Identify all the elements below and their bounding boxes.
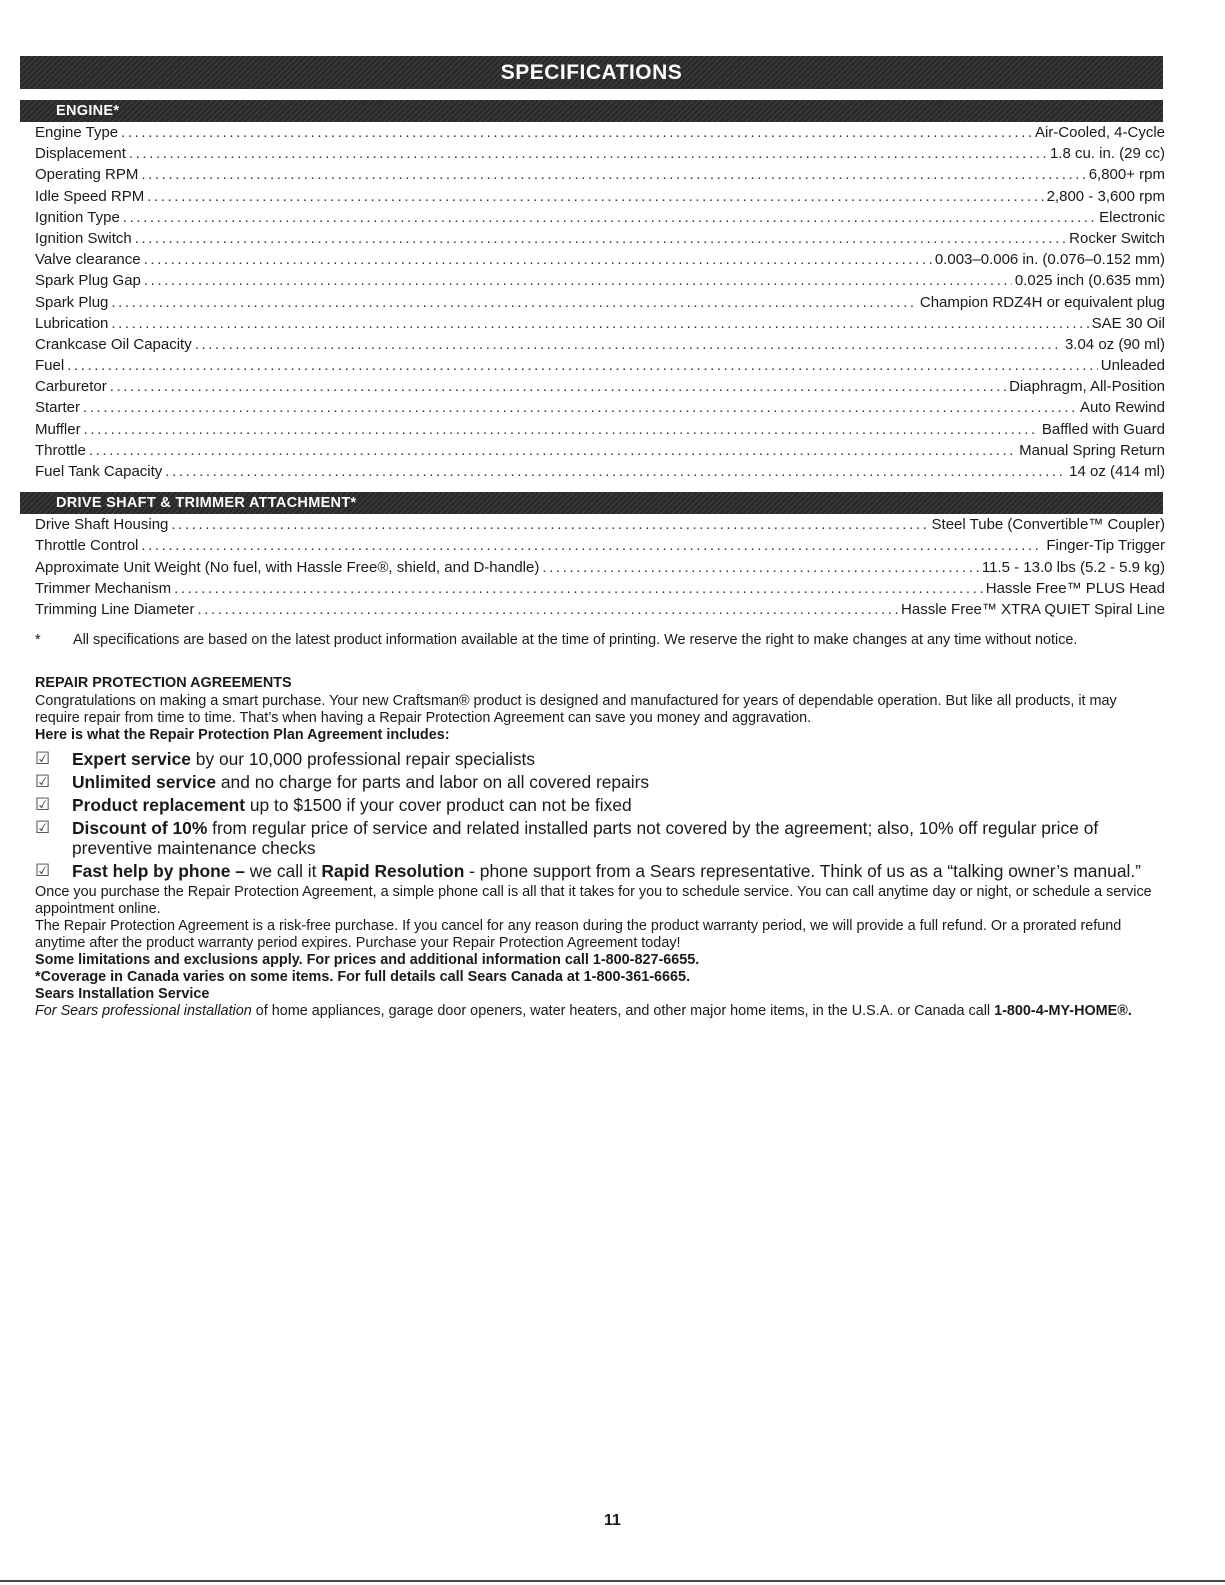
installation-phone: 1-800-4-MY-HOME®. [994,1003,1132,1020]
dot-leader [89,440,1016,461]
checkbox-checked-icon: ☑ [35,818,51,838]
spec-value: 11.5 - 13.0 lbs (5.2 - 5.9 kg) [981,558,1165,576]
benefit-text-part: and no charge for parts and labor on all covered repairs [216,772,650,793]
spec-row [35,207,1165,228]
benefit-text [72,772,1165,792]
spec-row [35,270,1165,291]
spec-row [35,249,1165,270]
benefit-bold: Discount of 10% [72,818,208,839]
spec-value: Champion RDZ4H or equivalent plug [919,293,1165,311]
checkbox-checked-icon: ☑ [35,861,51,881]
drive-spec-list [35,514,1165,620]
repair-protection-section [35,675,1165,1020]
spec-row [35,186,1165,207]
spec-value: 0.025 inch (0.635 mm) [1014,272,1165,290]
spec-value: Baffled with Guard [1041,420,1165,438]
dot-leader [147,186,1043,207]
spec-value: 2,800 - 3,600 rpm [1046,187,1165,205]
spec-label: Approximate Unit Weight (No fuel, with Hassle Free®, shield, and D-handle) [35,558,540,576]
benefit-bold: Unlimited service [72,772,217,793]
checkbox-checked-icon: ☑ [35,772,51,792]
benefit-text-part: by our 10,000 professional repair specialists [190,749,536,770]
spec-row [35,419,1165,440]
installation-body: of home appliances, garage door openers, water heaters, and other major home items, in the U.S.A. or Canada call [251,1003,995,1020]
benefit-text [72,749,1165,769]
spec-value: Finger-Tip Trigger [1046,537,1165,555]
dot-leader [141,535,1043,556]
drive-section-banner [20,492,1163,514]
spec-value: Air-Cooled, 4-Cycle [1034,124,1165,141]
spec-value: SAE 30 Oil [1091,314,1165,332]
spec-label: Ignition Switch [35,229,132,247]
spec-value: 6,800+ rpm [1088,166,1165,184]
checkbox-checked-icon: ☑ [35,749,51,769]
spec-value: Manual Spring Return [1019,441,1165,459]
spec-label: Throttle [35,441,86,459]
spec-value: Steel Tube (Convertible™ Coupler) [931,516,1165,534]
engine-spec-list [35,122,1165,482]
spec-row [35,143,1165,164]
spec-row [35,557,1165,578]
rpa-limitations: Some limitations and exclusions apply. For prices and additional information call 1-800-827-6655. [35,952,700,969]
dot-leader [110,376,1006,397]
page-number: 11 [604,1512,621,1529]
installation-text [35,1003,1165,1020]
spec-label: Muffler [35,420,81,438]
spec-row [35,599,1165,620]
spec-row [35,578,1165,599]
spec-value: Hassle Free™ PLUS Head [985,579,1165,597]
dot-leader [67,355,1098,376]
rpa-includes-heading: Here is what the Repair Protection Plan Agreement includes: [35,727,450,744]
benefit-text [72,795,1165,815]
page-title: SPECIFICATIONS [500,60,683,84]
engine-section-banner [20,100,1163,122]
spec-label: Drive Shaft Housing [35,516,169,534]
spec-label: Idle Speed RPM [35,187,145,205]
spec-label: Engine Type [35,124,119,141]
benefit-item [35,818,1165,858]
spec-row [35,164,1165,185]
spec-row [35,122,1165,143]
spec-label: Displacement [35,145,126,163]
dot-leader [195,334,1062,355]
benefit-bold: Fast help by phone – [72,861,245,882]
checkbox-checked-icon: ☑ [35,795,51,815]
spec-label: Fuel Tank Capacity [35,463,163,480]
footnote-text: All specifications are based on the latest product information available at the time of printing. We reserve the right to make changes at any time without notice. [73,632,1078,649]
dot-leader [171,514,928,535]
dot-leader [144,270,1012,291]
spec-value: 0.003–0.006 in. (0.076–0.152 mm) [934,251,1165,269]
rpa-paragraph-schedule: Once you purchase the Repair Protection Agreement, a simple phone call is all that it takes for you to schedule service. You can call anytime day or night, or schedule a service appointment online. [35,884,1152,918]
dot-leader [135,228,1066,249]
benefit-text-part: from regular price of service and related installed parts not covered by the agreement; also, 10% off regular price of preventive maintenance checks [72,818,1099,859]
dot-leader [129,143,1047,164]
spec-label: Valve clearance [35,251,141,269]
manual-page [20,56,1163,1020]
dot-leader [84,419,1039,440]
rpa-heading: REPAIR PROTECTION AGREEMENTS [35,675,292,692]
installation-heading: Sears Installation Service [35,986,210,1003]
installation-italic: For Sears professional installation [35,1003,252,1020]
rpa-intro: Congratulations on making a smart purchase. Your new Craftsman® product is designed and manufactured for years of dependable operation. But like all products, it may require repair from time to time. That’s when having a Repair Protection Agreement can save you money and aggravation. [35,693,1117,727]
spec-value: Auto Rewind [1079,399,1165,417]
spec-row [35,334,1165,355]
spec-row [35,292,1165,313]
spec-row [35,313,1165,334]
dot-leader [123,207,1096,228]
dot-leader [198,599,899,620]
spec-row [35,355,1165,376]
spec-row [35,461,1165,482]
benefit-item [35,861,1165,881]
rpa-paragraph-refund: The Repair Protection Agreement is a risk-free purchase. If you cancel for any reason during the product warranty period, we will provide a full refund. Or a prorated refund anytime after the product warranty period expires. Purchase your Repair Protection Agreement today! [35,918,1122,952]
spec-value: Electronic [1099,208,1165,226]
benefit-text [72,818,1165,858]
footnote-mark: * [35,632,41,649]
dot-leader [144,249,932,270]
spec-label: Spark Plug Gap [35,272,141,290]
spec-value: Rocker Switch [1069,229,1165,247]
spec-label: Carburetor [35,378,107,396]
spec-label: Trimming Line Diameter [35,600,195,618]
dot-leader [174,578,983,599]
spec-value: 14 oz (414 ml) [1069,463,1165,480]
spec-row [35,228,1165,249]
benefit-item [35,749,1165,769]
spec-row [35,376,1165,397]
spec-label: Trimmer Mechanism [35,579,172,597]
spec-row [35,397,1165,418]
spec-value: 3.04 oz (90 ml) [1064,335,1165,353]
benefit-bold: Expert service [72,749,191,770]
spec-row [35,535,1165,556]
benefit-item [35,795,1165,815]
dot-leader [121,122,1032,143]
dot-leader [83,397,1077,418]
benefit-item [35,772,1165,792]
spec-label: Starter [35,399,81,417]
specifications-footnote [35,632,1155,649]
benefit-text-part: - phone support from a Sears representative. Think of us as a “talking owner’s manual.” [464,861,1141,882]
rpa-canada-coverage: *Coverage in Canada varies on some items. For full details call Sears Canada at 1-800-361-6665. [35,969,691,986]
benefit-text [72,861,1165,881]
rapid-resolution-label: Rapid Resolution [321,861,465,882]
spec-value: 1.8 cu. in. (29 cc) [1049,145,1165,163]
dot-leader [542,557,979,578]
benefit-bold: Product replacement [72,795,245,816]
benefit-text-part: up to $1500 if your cover product can not be fixed [245,795,632,816]
specifications-banner [20,56,1163,89]
spec-value: Diaphragm, All-Position [1009,378,1165,396]
spec-label: Crankcase Oil Capacity [35,335,192,353]
spec-label: Spark Plug [35,293,109,311]
benefit-text-part: we call it [244,861,322,882]
spec-label: Throttle Control [35,537,139,555]
spec-label: Operating RPM [35,166,139,184]
spec-label: Fuel [35,357,65,375]
engine-heading: ENGINE* [56,103,120,119]
dot-leader [141,164,1085,185]
dot-leader [111,292,916,313]
spec-row [35,440,1165,461]
drive-heading: DRIVE SHAFT & TRIMMER ATTACHMENT* [56,495,357,512]
spec-value: Hassle Free™ XTRA QUIET Spiral Line [901,600,1165,618]
spec-value: Unleaded [1100,357,1165,375]
spec-row [35,514,1165,535]
dot-leader [165,461,1066,482]
spec-label: Ignition Type [35,208,120,226]
bottom-rule [0,1580,1225,1582]
benefit-list [35,749,1165,881]
dot-leader [111,313,1088,334]
spec-label: Lubrication [35,314,109,332]
